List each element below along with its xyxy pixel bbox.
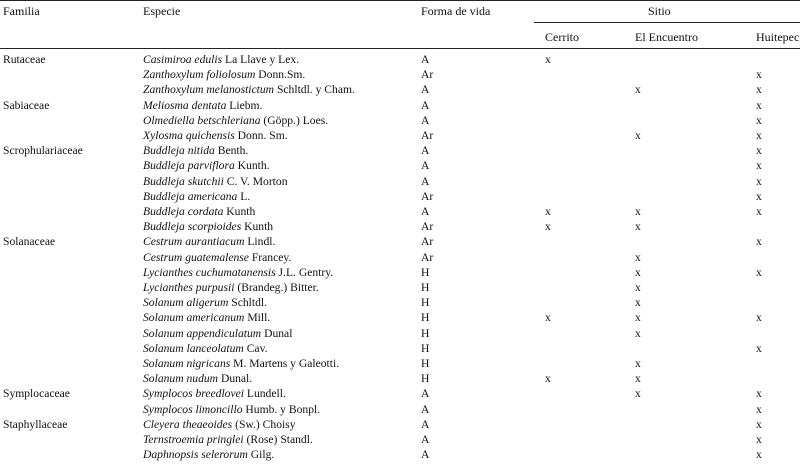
especie-cell [143, 113, 328, 128]
table-row [0, 265, 800, 280]
especie-cell [143, 204, 255, 219]
table-row [0, 219, 800, 234]
table-row [0, 67, 800, 82]
familia-cell: Symplocaceae [3, 387, 70, 401]
huitepec-cell: x [756, 83, 762, 97]
especie-cell [143, 250, 291, 265]
el-encuentro-cell: x [635, 357, 641, 370]
huitepec-cell: x [756, 159, 762, 173]
el-encuentro-cell: x [635, 326, 641, 340]
table-row [0, 432, 800, 447]
species-name: Buddleja cordata [143, 205, 224, 218]
forma-de-vida-cell: Ar [421, 250, 434, 264]
species-authority: Lundell. [243, 387, 286, 401]
el-encuentro-cell: x [635, 205, 641, 218]
table-row [0, 128, 800, 143]
header-el-encuentro: El Encuentro [635, 30, 698, 44]
species-authority: Kunth [241, 220, 274, 234]
species-authority: Schltdl. [228, 296, 267, 310]
species-name: Solanum lanceolatum [143, 341, 244, 355]
especie-cell [143, 432, 313, 447]
forma-de-vida-cell: A [421, 433, 430, 446]
table-row [0, 82, 800, 97]
cerrito-cell: x [545, 205, 551, 218]
especie-cell [143, 417, 296, 432]
forma-de-vida-cell: Ar [421, 220, 434, 234]
el-encuentro-cell: x [635, 311, 641, 325]
species-name: Zanthoxylum foliolosum [143, 68, 256, 82]
especie-cell [143, 82, 355, 97]
species-name: Ternstroemia pringlei [143, 433, 244, 446]
especie-cell [143, 219, 273, 234]
species-name: Solanum appendiculatum [143, 326, 262, 340]
forma-de-vida-cell: H [421, 281, 430, 294]
familia-cell: Scrophulariaceae [3, 144, 83, 158]
species-authority: (Sw.) Choisy [232, 417, 296, 431]
el-encuentro-cell: x [635, 296, 641, 310]
forma-de-vida-cell: Ar [421, 129, 434, 142]
species-authority: Donn.Sm. [255, 68, 306, 82]
header-familia: Familia [3, 4, 40, 18]
species-authority: L. [237, 189, 251, 203]
forma-de-vida-cell: A [421, 174, 430, 188]
forma-de-vida-cell: A [421, 53, 430, 66]
forma-de-vida-cell: A [421, 98, 430, 112]
header-sitio: Sitio [648, 4, 671, 18]
species-name: Zanthoxylum melanostictum [143, 83, 275, 97]
header-rule [0, 48, 800, 49]
forma-de-vida-cell: H [421, 372, 430, 386]
table-row [0, 326, 800, 341]
el-encuentro-cell: x [635, 250, 641, 264]
species-name: Solanum nudum [143, 372, 219, 386]
species-name: Solanum nigricans [143, 357, 231, 370]
el-encuentro-cell: x [635, 281, 641, 294]
especie-cell [143, 326, 292, 341]
especie-cell [143, 189, 250, 204]
species-name: Solanum aligerum [143, 296, 229, 310]
species-authority: Liebm. [226, 98, 263, 112]
species-authority: Kunth [223, 205, 256, 218]
forma-de-vida-cell: A [421, 159, 430, 173]
especie-cell [143, 295, 267, 310]
forma-de-vida-cell: Ar [421, 68, 434, 82]
especie-cell [143, 402, 320, 417]
forma-de-vida-cell: A [421, 417, 430, 431]
especie-cell [143, 52, 299, 67]
huitepec-cell: x [756, 144, 762, 158]
species-name: Xylosma quichensis [143, 129, 235, 142]
huitepec-cell: x [756, 98, 762, 112]
species-authority: Dunal. [218, 372, 253, 386]
table-row [0, 52, 800, 67]
table-row [0, 295, 800, 310]
species-name: Cestrum aurantiacum [143, 235, 245, 249]
especie-cell [143, 280, 319, 295]
cerrito-cell: x [545, 372, 551, 386]
table-row [0, 113, 800, 128]
header-huitepec: Huitepec [756, 30, 800, 44]
el-encuentro-cell: x [635, 220, 641, 234]
table-row [0, 204, 800, 219]
huitepec-cell: x [756, 433, 762, 446]
huitepec-cell: x [756, 68, 762, 82]
huitepec-cell: x [756, 113, 762, 127]
especie-cell [143, 310, 270, 325]
species-authority: La Llave y Lex. [222, 53, 300, 66]
species-name: Buddleja scorpioides [143, 220, 242, 234]
species-authority: Dunal [261, 326, 293, 340]
table-row [0, 417, 800, 432]
species-authority: J.L. Gentry. [275, 265, 334, 279]
especie-cell [143, 265, 333, 280]
huitepec-cell: x [756, 189, 762, 203]
species-name: Buddleja skutchii [143, 174, 224, 188]
species-authority: (Rose) Standl. [243, 433, 313, 446]
table-row [0, 310, 800, 325]
huitepec-cell: x [756, 448, 762, 462]
forma-de-vida-cell: A [421, 402, 430, 416]
species-name: Solanum americanum [143, 311, 245, 325]
table-row [0, 356, 800, 371]
forma-de-vida-cell: A [421, 113, 430, 127]
forma-de-vida-cell: A [421, 387, 430, 401]
species-name: Olmediella betschleriana [143, 113, 261, 127]
species-authority: Kunth. [234, 159, 270, 173]
table-row [0, 250, 800, 265]
forma-de-vida-cell: H [421, 357, 430, 370]
especie-cell [143, 371, 252, 386]
table-row [0, 158, 800, 173]
table-row [0, 98, 800, 113]
species-name: Lycianthes cuchumatanensis [143, 265, 276, 279]
el-encuentro-cell: x [635, 83, 641, 97]
huitepec-cell: x [756, 205, 762, 218]
table-row [0, 234, 800, 249]
forma-de-vida-cell: Ar [421, 235, 434, 249]
huitepec-cell: x [756, 265, 762, 279]
cerrito-cell: x [545, 220, 551, 234]
el-encuentro-cell: x [635, 129, 641, 142]
table-row [0, 280, 800, 295]
species-authority: Francey. [248, 250, 292, 264]
header-forma-de-vida: Forma de vida [421, 4, 491, 18]
huitepec-cell: x [756, 402, 762, 416]
species-name: Buddleja americana [143, 189, 238, 203]
especie-cell [143, 158, 270, 173]
el-encuentro-cell: x [635, 372, 641, 386]
species-authority: Gilg. [247, 448, 275, 462]
forma-de-vida-cell: H [421, 341, 430, 355]
table-row [0, 143, 800, 158]
familia-cell: Sabiaceae [3, 98, 50, 112]
especie-cell [143, 234, 275, 249]
species-name: Cleyera theaeoides [143, 417, 233, 431]
huitepec-cell: x [756, 129, 762, 142]
species-name: Lycianthes purpusii [143, 281, 235, 294]
forma-de-vida-cell: Ar [421, 189, 434, 203]
especie-cell [143, 98, 262, 113]
table-row [0, 341, 800, 356]
forma-de-vida-cell: H [421, 296, 430, 310]
species-authority: (Brandeg.) Bitter. [234, 281, 319, 294]
species-authority: C. V. Morton [223, 174, 288, 188]
species-authority: Humb. y Bonpl. [242, 402, 321, 416]
forma-de-vida-cell: H [421, 265, 430, 279]
top-rule [0, 0, 800, 1]
species-authority: Mill. [244, 311, 271, 325]
forma-de-vida-cell: H [421, 326, 430, 340]
table-row [0, 174, 800, 189]
forma-de-vida-cell: A [421, 83, 430, 97]
especie-cell [143, 356, 339, 371]
table-row [0, 402, 800, 417]
cerrito-cell: x [545, 53, 551, 66]
especie-cell [143, 128, 288, 143]
species-name: Buddleja parviflora [143, 159, 235, 173]
species-authority: M. Martens y Galeotti. [230, 357, 340, 370]
species-authority: Donn. Sm. [234, 129, 288, 142]
cerrito-cell: x [545, 311, 551, 325]
header-especie: Especie [143, 4, 181, 18]
table-row [0, 371, 800, 386]
header-cerrito: Cerrito [545, 30, 579, 44]
species-authority: Schltdl. y Cham. [274, 83, 355, 97]
el-encuentro-cell: x [635, 387, 641, 401]
table-row [0, 386, 800, 401]
especie-cell [143, 143, 248, 158]
forma-de-vida-cell: A [421, 205, 430, 218]
el-encuentro-cell: x [635, 265, 641, 279]
familia-cell: Solanaceae [3, 235, 56, 249]
especie-cell [143, 386, 286, 401]
huitepec-cell: x [756, 417, 762, 431]
especie-cell [143, 341, 268, 356]
huitepec-cell: x [756, 235, 762, 249]
especie-cell [143, 174, 288, 189]
species-name: Symplocos breedlovei [143, 387, 244, 401]
sitio-rule [534, 22, 800, 23]
table-row [0, 189, 800, 204]
species-name: Casimiroa edulis [143, 53, 223, 66]
huitepec-cell: x [756, 311, 762, 325]
familia-cell: Staphyllaceae [3, 417, 68, 431]
species-name: Daphnopsis selerorum [143, 448, 248, 462]
forma-de-vida-cell: A [421, 448, 430, 462]
forma-de-vida-cell: H [421, 311, 430, 325]
familia-cell: Rutaceae [3, 53, 46, 66]
huitepec-cell: x [756, 174, 762, 188]
especie-cell [143, 67, 305, 82]
species-authority: Cav. [243, 341, 268, 355]
species-name: Symplocos limoncillo [143, 402, 243, 416]
especie-cell [143, 447, 274, 462]
table-row [0, 447, 800, 462]
huitepec-cell: x [756, 341, 762, 355]
species-authority: (Göpp.) Loes. [260, 113, 329, 127]
forma-de-vida-cell: A [421, 144, 430, 158]
species-authority: Benth. [214, 144, 249, 158]
species-authority: Lindl. [244, 235, 276, 249]
species-name: Cestrum guatemalense [143, 250, 249, 264]
species-name: Meliosma dentata [143, 98, 227, 112]
species-name: Buddleja nitida [143, 144, 215, 158]
huitepec-cell: x [756, 387, 762, 401]
